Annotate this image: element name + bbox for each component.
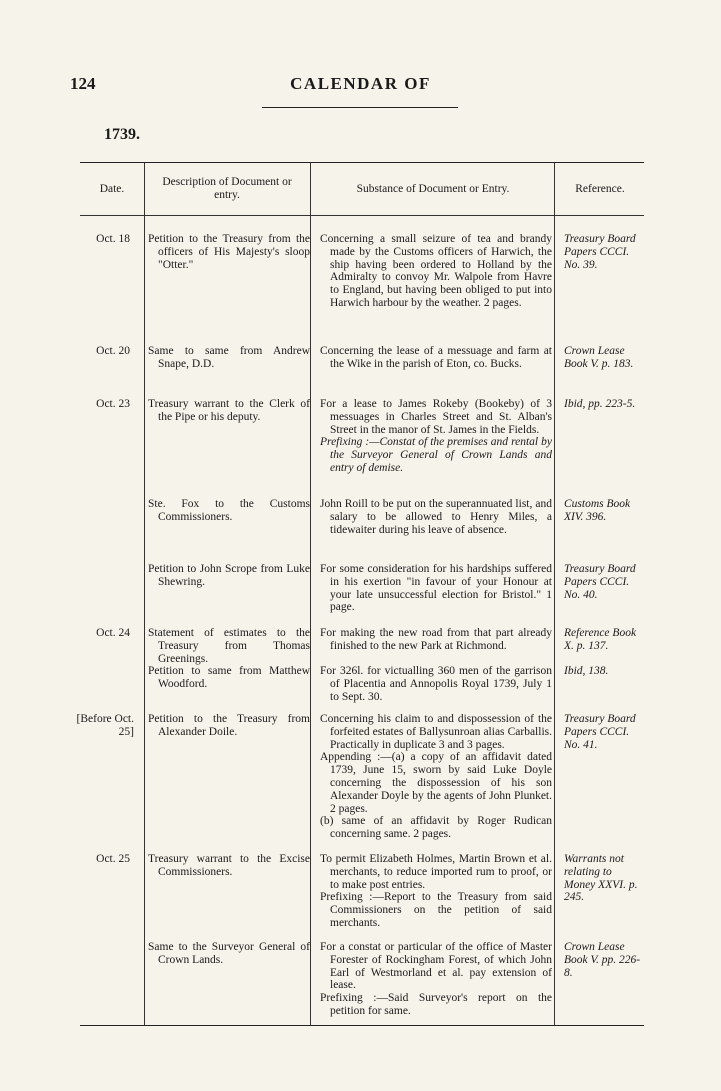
entry-substance-text: Concerning the lease of a messuage and farm at the Wike in the parish of Eton, co. Bucks. xyxy=(320,345,552,370)
entry-substance xyxy=(320,853,552,930)
entry-description-text: Treasury warrant to the Clerk of the Pipe or his deputy. xyxy=(148,398,310,423)
header-description: Description of Document or entry. xyxy=(162,176,292,201)
entry-substance xyxy=(320,345,552,371)
entry-description-text: Ste. Fox to the Customs Commissioners. xyxy=(148,498,310,523)
entry-description-text: Petition to the Treasury from Alexander Doile. xyxy=(148,713,310,738)
entry-reference: Crown Lease Book V. pp. 226-8. xyxy=(564,941,641,979)
entry-description-text: Petition to the Treasury from the officers of His Majesty's sloop "Otter." xyxy=(148,233,310,271)
entry-reference: Treasury Board Papers CCCI. No. 39. xyxy=(564,233,636,271)
entry-substance-text: For some consideration for his hardships suffered in his exertion "in favour of your Honour at your late unsuccessful election for Bristol." 1 page. xyxy=(320,563,552,614)
entry-description xyxy=(144,398,310,424)
entry-substance-text: For a lease to James Rokeby (Bookeby) of 3 messuages in Charles Street and St. Alban's Street in the manor of St. James in the Fields. xyxy=(320,398,552,436)
entry-substance xyxy=(320,563,552,614)
entry-substance-text: John Roill to be put on the superannuated list, and salary to be allowed to Henry Miles, a tidewaiter during his leave of absence. xyxy=(320,498,552,536)
entry-description xyxy=(144,233,310,271)
entry-reference: Warrants not relating to Money XXVI. p. 245. xyxy=(564,853,638,904)
entry-description-text: Same to the Surveyor General of Crown Lands. xyxy=(148,941,310,966)
header-date: Date. xyxy=(99,182,125,195)
entry-substance xyxy=(320,941,552,1018)
entry-description xyxy=(144,627,310,665)
entry-substance-note: Appending :—(a) a copy of an affidavit dated 1739, June 15, sworn by said Luke Doyle concerning the dispossession of his son Alexander Doyle by the agents of John Plunket. 2 pages. xyxy=(320,751,552,815)
column-divider xyxy=(144,163,145,1025)
entry-substance xyxy=(320,398,552,475)
calendar-table xyxy=(76,162,644,1026)
running-head: CALENDAR OF xyxy=(290,74,431,93)
entry-reference: Treasury Board Papers CCCI. No. 40. xyxy=(564,563,636,601)
entry-substance-note: Prefixing :—Said Surveyor's report on the petition for same. xyxy=(320,992,552,1017)
entry-substance-text: For a constat or particular of the office of Master Forester of Rockingham Forest, of which John Earl of Westmorland et al. pay extension of lease. xyxy=(320,941,552,992)
page-number: 124 xyxy=(70,74,96,93)
header-reference: Reference. xyxy=(575,182,625,195)
entry-description xyxy=(144,941,310,967)
entry-reference: Treasury Board Papers CCCI. No. 41. xyxy=(564,713,636,751)
entry-date: Oct. 25 xyxy=(96,853,130,865)
entry-reference: Customs Book XIV. 396. xyxy=(564,498,631,523)
entry-description xyxy=(144,665,310,691)
entry-description-text: Petition to same from Matthew Woodford. xyxy=(148,665,310,690)
entry-date: Oct. 20 xyxy=(96,345,130,357)
entry-description-text: Treasury warrant to the Excise Commissioners. xyxy=(148,853,310,878)
header-rule xyxy=(262,107,458,108)
column-divider xyxy=(310,163,311,1025)
entry-description-text: Statement of estimates to the Treasury from Thomas Greenings. xyxy=(148,627,310,665)
entry-substance xyxy=(320,498,552,536)
header-divider xyxy=(80,215,644,216)
entry-substance-note: Prefixing :—Report to the Treasury from said Commissioners on the petition of said merchants. xyxy=(320,891,552,929)
entry-description xyxy=(144,563,310,589)
year-heading: 1739. xyxy=(104,126,140,143)
entry-description xyxy=(144,713,310,739)
entry-description-text: Petition to John Scrope from Luke Shewring. xyxy=(148,563,310,588)
entry-reference: Ibid, pp. 223-5. xyxy=(564,398,636,410)
entry-substance-text: Concerning his claim to and dispossession of the forfeited estates of Ballysunroan alias Carballis. Practically in duplicate 3 and 3 pages. xyxy=(320,713,552,751)
entry-substance xyxy=(320,713,552,841)
entry-date: Oct. 24 xyxy=(96,627,130,639)
entry-substance-note: Prefixing :—Constat of the premises and rental by the Surveyor General of Crown Lands and entry of demise. xyxy=(320,436,552,474)
entry-description-text: Same to same from Andrew Snape, D.D. xyxy=(148,345,310,370)
entry-substance-text: For making the new road from that part already finished to the new Park at Richmond. xyxy=(320,627,552,652)
entry-description xyxy=(144,345,310,371)
entry-substance-note-b: (b) same of an affidavit by Roger Rudican concerning same. 2 pages. xyxy=(320,815,552,841)
entry-reference: Ibid, 138. xyxy=(564,665,609,677)
entry-substance xyxy=(320,233,552,310)
entry-reference: Crown Lease Book V. p. 183. xyxy=(564,345,634,370)
column-divider xyxy=(554,163,555,1025)
entry-substance xyxy=(320,627,552,653)
entry-description xyxy=(144,853,310,879)
header-substance: Substance of Document or Entry. xyxy=(356,182,510,195)
entry-date: Oct. 23 xyxy=(96,398,130,410)
entry-substance xyxy=(320,665,552,703)
entry-substance-text: To permit Elizabeth Holmes, Martin Brown et al. merchants, to reduce imported rum to proof, or to make post entries. xyxy=(320,853,552,891)
entry-substance-text: Concerning a small seizure of tea and brandy made by the Customs officers of Harwich, the ship having been ordered to Holland by the Admiralty to convoy Mr. Walpole from Havre to England, but having been obliged to put into Harwich harbour by the weather. 2 pages. xyxy=(320,233,552,309)
entry-description xyxy=(144,498,310,524)
entry-substance-text: For 326l. for victualling 360 men of the garrison of Placentia and Annopolis Royal 1739, July 1 to Sept. 30. xyxy=(320,665,552,703)
entry-reference: Reference Book X. p. 137. xyxy=(564,627,637,652)
entry-date: [Before Oct. 25] xyxy=(76,713,134,738)
entry-date: Oct. 18 xyxy=(96,233,130,245)
